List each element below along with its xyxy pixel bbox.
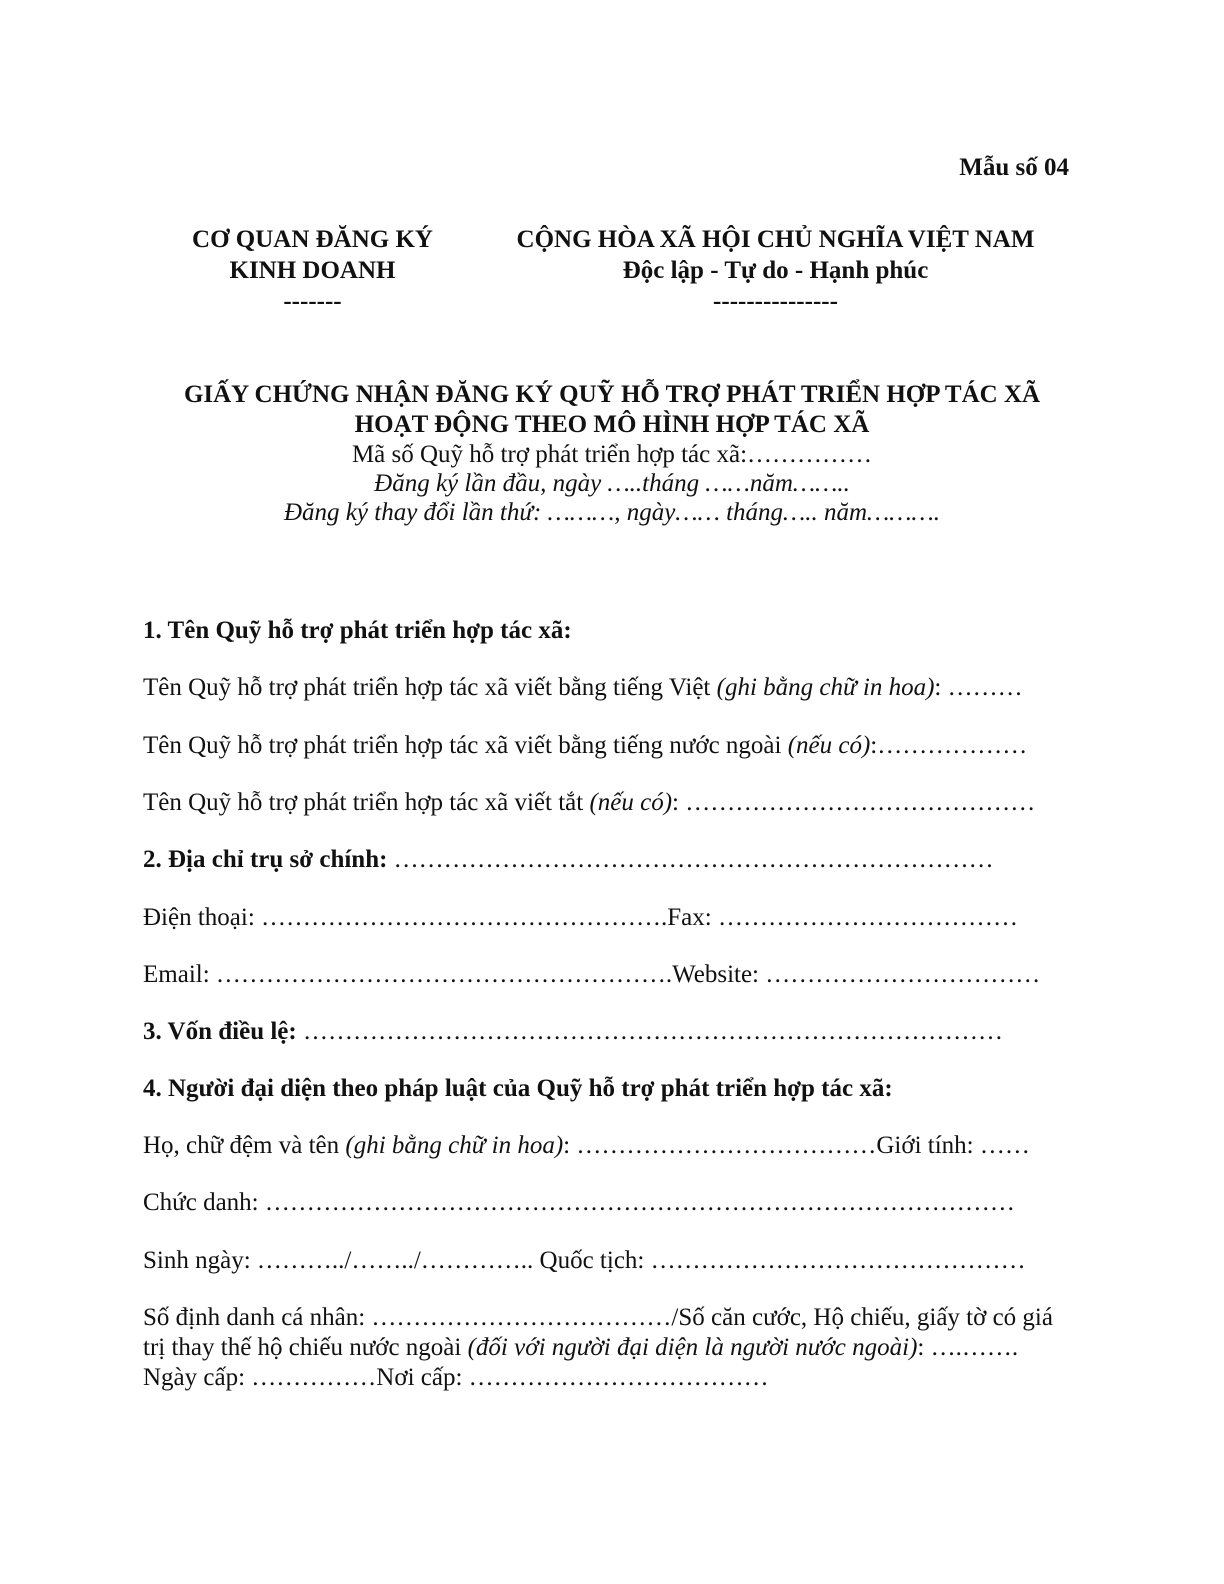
position-line: Chức danh: ……………………………………………………………………………… <box>143 1189 1015 1216</box>
national-name: CỘNG HÒA XÃ HỘI CHỦ NGHĨA VIỆT NAM <box>516 226 1035 253</box>
foreign-name-label: Tên Quỹ hỗ trợ phát triển hợp tác xã viết bằng tiếng nước ngoài <box>143 732 788 759</box>
rep-name-fill: : ………………………………Giới tính: …… <box>563 1132 1030 1159</box>
rep-name-label: Họ, chữ đệm và tên <box>143 1132 346 1159</box>
section-4-heading: 4. Người đại diện theo pháp luật của Quỹ hỗ trợ phát triển hợp tác xã: <box>143 1075 893 1102</box>
vn-name-label: Tên Quỹ hỗ trợ phát triển hợp tác xã viết bằng tiếng Việt <box>143 674 717 701</box>
identity-paragraph <box>143 1303 1063 1393</box>
title-line-2: HOẠT ĐỘNG THEO MÔ HÌNH HỢP TÁC XÃ <box>354 411 870 438</box>
agency-line-2: KINH DOANH <box>229 257 396 284</box>
fund-code-line: Mã số Quỹ hỗ trợ phát triển hợp tác xã:…………… <box>351 441 873 468</box>
document-title-block <box>100 380 1124 527</box>
short-name-note: (nếu có) <box>589 789 673 816</box>
phone-fax-line: Điện thoại: ………………………………………….Fax: ……………………………… <box>143 904 1018 931</box>
issuing-agency-header <box>160 224 465 317</box>
foreign-name-fill: :……………… <box>870 732 1028 759</box>
form-number: Mẫu số 04 <box>959 154 1069 181</box>
capital-fill: ………………………………………………………………………… <box>296 1018 1003 1045</box>
agency-rule: ------- <box>283 288 342 315</box>
foreign-name-line <box>143 731 1027 761</box>
rep-name-note: (ghi bằng chữ in hoa) <box>345 1132 564 1159</box>
id-text-2: : ….……. Ngày cấp: ……………Nơi cấp: ……………………………… <box>143 1334 1019 1391</box>
section-1-heading: 1. Tên Quỹ hỗ trợ phát triển hợp tác xã: <box>143 617 572 644</box>
address-fill: ……………………………………………………………… <box>387 846 994 873</box>
vn-name-line <box>143 673 1023 703</box>
foreign-name-note: (nếu có) <box>787 732 871 759</box>
charter-capital-line <box>143 1017 1003 1047</box>
first-registration-line: Đăng ký lần đầu, ngày …..tháng ……năm…….. <box>374 470 850 497</box>
title-line-1: GIẤY CHỨNG NHẬN ĐĂNG KÝ QUỸ HỖ TRỢ PHÁT TRIỂN HỢP TÁC XÃ <box>183 381 1041 408</box>
national-header <box>488 224 1063 317</box>
id-note: (đối với người đại diện là người nước ngoài) <box>467 1334 918 1361</box>
section-2-heading: 2. Địa chỉ trụ sở chính: <box>143 846 388 873</box>
email-website-line: Email: ……………………………………………….Website: …………………………… <box>143 961 1041 988</box>
representative-name-line <box>143 1131 1030 1161</box>
short-name-line <box>143 788 1035 818</box>
birth-nationality-line: Sinh ngày: ………../……../………….. Quốc tịch: ……………………………………… <box>143 1247 1026 1274</box>
vn-name-note: (ghi bằng chữ in hoa) <box>716 674 935 701</box>
short-name-fill: : …………………………………… <box>672 789 1036 816</box>
national-motto: Độc lập - Tự do - Hạnh phúc <box>622 257 929 284</box>
short-name-label: Tên Quỹ hỗ trợ phát triển hợp tác xã viết tắt <box>143 789 590 816</box>
agency-line-1: CƠ QUAN ĐĂNG KÝ <box>192 226 433 253</box>
vn-name-fill: : ……… <box>934 674 1023 701</box>
section-3-heading: 3. Vốn điều lệ: <box>143 1018 297 1045</box>
address-line <box>143 845 994 875</box>
id-text-1: Số định danh cá nhân: ………………………………/Số căn cước, Hộ chiếu, giấy tờ có giá trị thay thế hộ chiếu nước ngoài <box>143 1304 1053 1361</box>
national-rule: --------------- <box>713 288 838 315</box>
change-registration-line: Đăng ký thay đổi lần thứ: ………, ngày…… tháng….. năm………. <box>284 499 940 526</box>
